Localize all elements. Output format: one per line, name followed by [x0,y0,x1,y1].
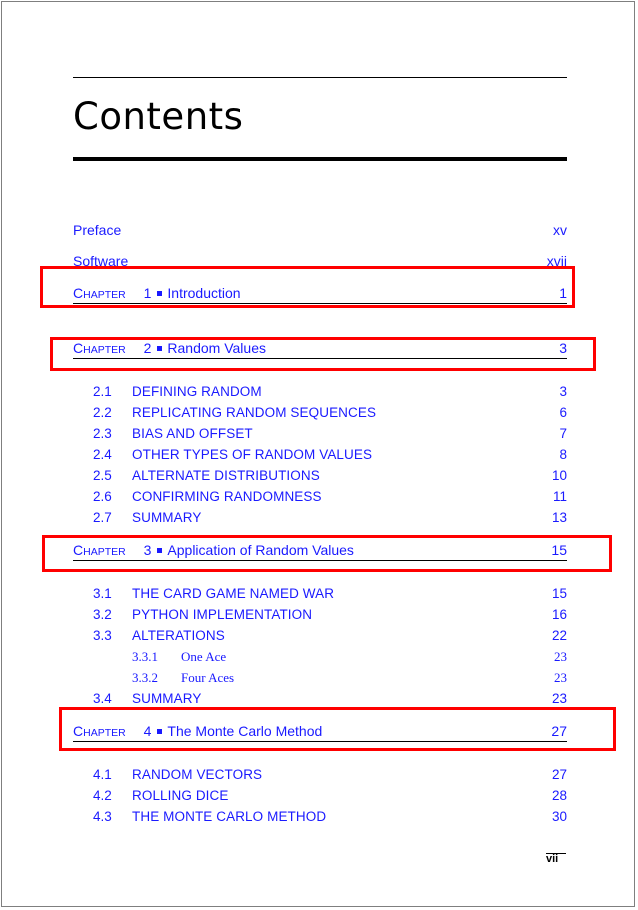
chapter-word: CHAPTER [73,723,126,739]
highlight-box-chapter-4 [59,707,616,751]
toc-entry-page: xvii [546,253,567,269]
chapter-page: 3 [559,340,567,356]
chapter-title: Introduction [167,285,241,301]
highlight-box-chapter-1 [40,266,575,308]
toc-section[interactable]: 4.1 RANDOM VECTORS 27 [93,767,567,782]
toc-subsection[interactable]: 3.3.1 One Ace 23 [132,649,567,664]
page-number: vii [546,853,559,865]
toc-entry-preface[interactable] [73,221,567,239]
chapter-number: 4 [143,723,152,739]
toc-section[interactable]: 2.1 DEFINING RANDOM 3 [93,384,567,399]
toc-entry-label: Preface [73,222,122,238]
chapter-word: CHAPTER [73,285,126,301]
toc-section[interactable]: 3.4 SUMMARY 23 [93,691,567,706]
chapter-word: CHAPTER [73,542,126,558]
toc-section[interactable]: 2.4 OTHER TYPES OF RANDOM VALUES 8 [93,447,567,462]
toc-subsection[interactable]: 3.3.2 Four Aces 23 [132,670,567,685]
chapter-number: 1 [143,285,152,301]
chapter-page: 27 [551,723,567,739]
highlight-box-chapter-2 [50,337,596,371]
toc-section[interactable]: 3.1 THE CARD GAME NAMED WAR 15 [93,586,567,601]
toc-section[interactable]: 3.2 PYTHON IMPLEMENTATION 16 [93,607,567,622]
toc-section[interactable]: 2.2 REPLICATING RANDOM SEQUENCES 6 [93,405,567,420]
toc-section[interactable]: 2.5 ALTERNATE DISTRIBUTIONS 10 [93,468,567,483]
toc-section[interactable]: 2.7 SUMMARY 13 [93,510,567,525]
page-title: Contents [73,95,244,138]
toc-section[interactable]: 4.2 ROLLING DICE 28 [93,788,567,803]
top-rule [73,77,567,78]
toc-section[interactable]: 3.3 ALTERATIONS 22 [93,628,567,643]
highlight-box-chapter-3 [42,535,612,572]
chapter-title: The Monte Carlo Method [167,723,323,739]
toc-section[interactable]: 4.3 THE MONTE CARLO METHOD 30 [93,809,567,824]
chapter-title: Random Values [167,340,266,356]
chapter-page: 15 [551,542,567,558]
chapter-word: CHAPTER [73,340,126,356]
toc-entry-label: Software [73,253,129,269]
chapter-number: 2 [143,340,152,356]
toc-section[interactable]: 2.6 CONFIRMING RANDOMNESS 11 [93,489,567,504]
chapter-title: Application of Random Values [167,542,354,558]
chapter-number: 3 [143,542,152,558]
title-rule [73,157,567,161]
toc-entry-page: xv [553,222,567,238]
chapter-page: 1 [559,285,567,301]
toc-section[interactable]: 2.3 BIAS AND OFFSET 7 [93,426,567,441]
